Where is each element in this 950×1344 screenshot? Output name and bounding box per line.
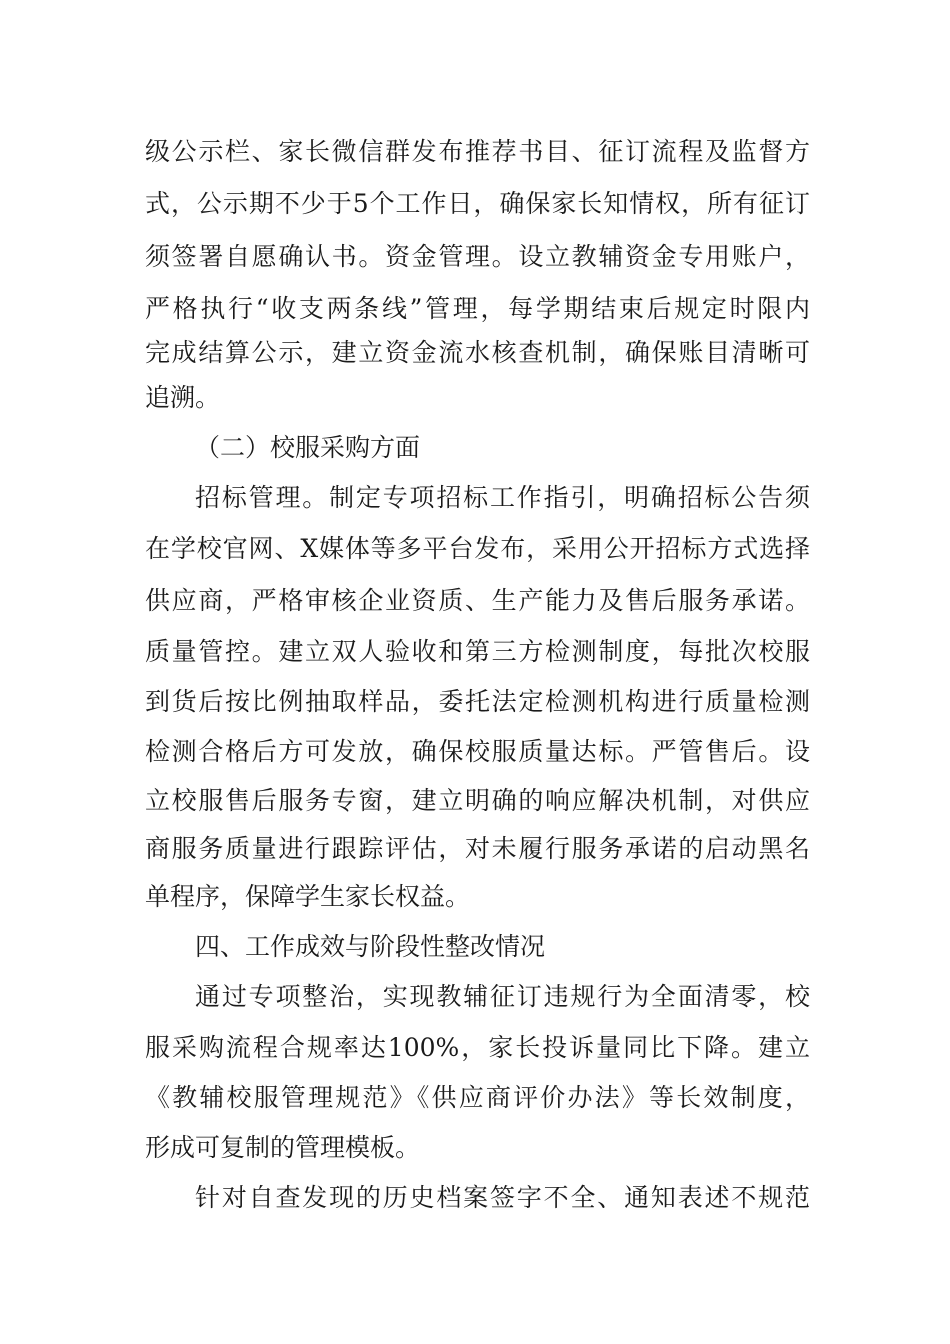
body-line: 形成可复制的管理模板。 (145, 1133, 421, 1162)
body-line: 供应商，严格审核企业资质、生产能力及售后服务承诺。 (145, 586, 810, 615)
body-line: 级公示栏、家长微信群发布推荐书目、征订流程及监督方 (145, 137, 810, 166)
paragraph-first-line: 通过专项整治，实现教辅征订违规行为全面清零，校 (195, 982, 810, 1011)
body-line: 立校服售后服务专窗，建立明确的响应解决机制，对供应 (145, 786, 810, 815)
body-line: 检测合格后方可发放，确保校服质量达标。严管售后。设 (145, 737, 810, 766)
body-line: 《教辅校服管理规范》《供应商评价办法》等长效制度， (145, 1083, 810, 1112)
body-line: 式，公示期不少于5个工作日，确保家长知情权，所有征订 (145, 189, 810, 218)
section-heading-results: 四、工作成效与阶段性整改情况 (195, 932, 546, 961)
paragraph-first-line: 针对自查发现的历史档案签字不全、通知表述不规范 (195, 1183, 810, 1212)
body-line: 严格执行“收支两条线”管理，每学期结束后规定时限内 (145, 294, 810, 323)
body-line: 质量管控。建立双人验收和第三方检测制度，每批次校服 (145, 637, 810, 666)
body-line: 须签署自愿确认书。资金管理。设立教辅资金专用账户， (145, 242, 810, 271)
body-line: 商服务质量进行跟踪评估，对未履行服务承诺的启动黑名 (145, 834, 810, 863)
body-line: 到货后按比例抽取样品，委托法定检测机构进行质量检测 (145, 687, 810, 716)
paragraph-first-line: 招标管理。制定专项招标工作指引，明确招标公告须 (195, 483, 810, 512)
body-line: 完成结算公示，建立资金流水核查机制，确保账目清晰可 (145, 338, 810, 367)
body-line: 单程序，保障学生家长权益。 (145, 882, 471, 911)
body-line: 在学校官网、X媒体等多平台发布，采用公开招标方式选择 (145, 534, 810, 563)
section-heading-uniform-procurement: （二）校服采购方面 (195, 433, 421, 462)
body-line: 追溯。 (145, 383, 221, 412)
body-line: 服采购流程合规率达100%，家长投诉量同比下降。建立 (145, 1033, 810, 1062)
